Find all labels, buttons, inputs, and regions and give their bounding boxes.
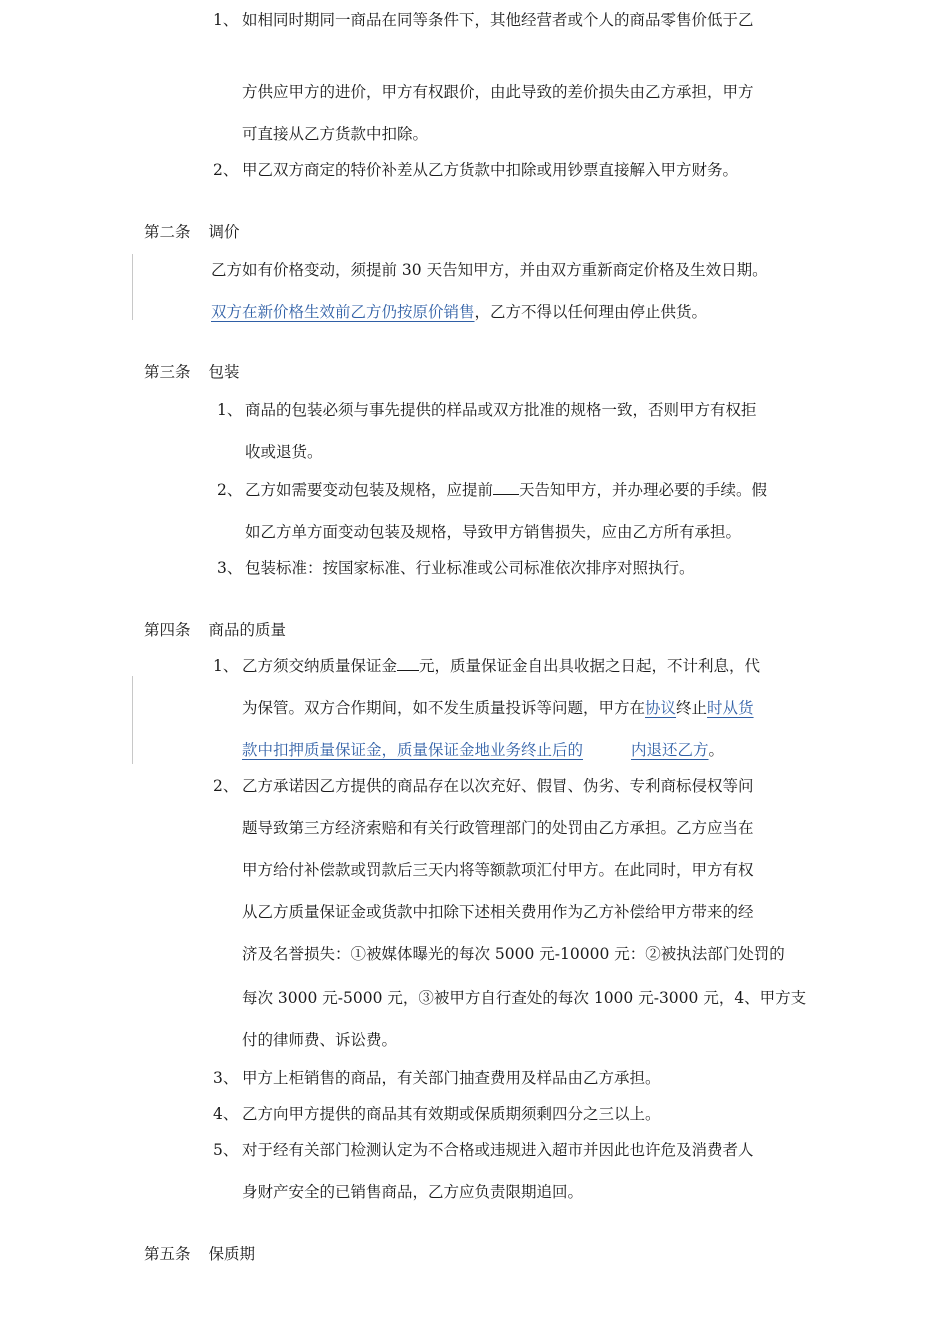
paragraph-line: 乙方承诺因乙方提供的商品存在以次充好、假冒、伪劣、专利商标侵权等问 xyxy=(242,777,754,795)
revision-link[interactable]: 双方在新价格生效前乙方仍按原价销售 xyxy=(211,303,475,321)
article-title: 保质期 xyxy=(208,1245,256,1263)
paragraph-line: 对于经有关部门检测认定为不合格或违规进入超市并因此也许危及消费者人 xyxy=(242,1141,754,1159)
paragraph-line: 济及名誉损失：①被媒体曝光的每次 5000 元-10000 元：②被执法部门处罚的 xyxy=(242,945,785,963)
list-number: 1、 xyxy=(213,657,239,675)
revision-link[interactable]: 协议 xyxy=(645,699,677,717)
list-number: 2、 xyxy=(213,777,239,795)
paragraph-line: 商品的包装必须与事先提供的样品或双方批准的规格一致，否则甲方有权拒 xyxy=(245,401,757,419)
paragraph-line: 付的律师费、诉讼费。 xyxy=(242,1031,398,1049)
article-heading xyxy=(144,618,286,640)
margin-marker xyxy=(132,676,133,764)
list-number: 3、 xyxy=(217,559,243,577)
list-number: 3、 xyxy=(213,1069,239,1087)
fill-blank xyxy=(493,479,519,496)
article-label: 第五条 xyxy=(144,1245,191,1263)
list-number: 1、 xyxy=(217,401,243,419)
margin-marker xyxy=(132,254,133,320)
article-heading xyxy=(144,1242,255,1264)
paragraph-line: 可直接从乙方货款中扣除。 xyxy=(242,125,429,143)
list-number: 1、 xyxy=(213,11,239,29)
revision-link[interactable]: 款中扣押质量保证金，质量保证金地业务终止后的 内退还乙方 xyxy=(242,741,709,759)
paragraph-line: 乙方如有价格变动，须提前 30 天告知甲方，并由双方重新商定价格及生效日期。 xyxy=(211,261,768,279)
paragraph-line: 如相同时期同一商品在同等条件下，其他经营者或个人的商品零售价低于乙 xyxy=(242,11,754,29)
article-heading xyxy=(144,360,240,382)
article-label: 第二条 xyxy=(144,223,191,241)
article-heading xyxy=(144,220,240,242)
paragraph-line: 甲乙双方商定的特价补差从乙方货款中扣除或用钞票直接解入甲方财务。 xyxy=(242,161,739,179)
list-number: 2、 xyxy=(213,161,239,179)
paragraph-line: 每次 3000 元-5000 元，③被甲方自行查处的每次 1000 元-3000 元，4、甲方支 xyxy=(242,989,807,1007)
paragraph-line: 身财产安全的已销售商品，乙方应负责限期追回。 xyxy=(242,1183,584,1201)
paragraph-line: 收或退货。 xyxy=(245,443,323,461)
fill-blank xyxy=(397,655,419,672)
paragraph-line: 款中扣押质量保证金，质量保证金地业务终止后的 内退还乙方。 xyxy=(242,741,725,759)
paragraph-line: 乙方如需要变动包装及规格，应提前 天告知甲方，并办理必要的手续。假 xyxy=(245,478,767,500)
paragraph-line: 如乙方单方面变动包装及规格，导致甲方销售损失，应由乙方所有承担。 xyxy=(245,523,742,541)
paragraph-line: 方供应甲方的进价，甲方有权跟价，由此导致的差价损失由乙方承担，甲方 xyxy=(242,83,754,101)
list-number: 4、 xyxy=(213,1105,239,1123)
paragraph-line: 甲方上柜销售的商品，有关部门抽查费用及样品由乙方承担。 xyxy=(242,1069,661,1087)
article-label: 第三条 xyxy=(144,363,191,381)
paragraph-line: 乙方向甲方提供的商品其有效期或保质期须剩四分之三以上。 xyxy=(242,1105,661,1123)
list-number: 5、 xyxy=(213,1141,239,1159)
article-title: 调价 xyxy=(208,223,240,241)
paragraph-line: 题导致第三方经济索赔和有关行政管理部门的处罚由乙方承担。乙方应当在 xyxy=(242,819,754,837)
paragraph-line: 甲方给付补偿款或罚款后三天内将等额款项汇付甲方。在此同时，甲方有权 xyxy=(242,861,754,879)
revision-link[interactable]: 时从货 xyxy=(707,699,754,717)
list-number: 2、 xyxy=(217,481,243,499)
article-title: 商品的质量 xyxy=(208,621,287,639)
paragraph-line: 为保管。双方合作期间，如不发生质量投诉等问题，甲方在协议终止时从货 xyxy=(242,699,754,717)
paragraph-line: 乙方须交纳质量保证金 元，质量保证金自出具收据之日起，不计利息，代 xyxy=(242,654,760,676)
paragraph-line: 双方在新价格生效前乙方仍按原价销售，乙方不得以任何理由停止供货。 xyxy=(211,303,708,321)
paragraph-line: 包装标准：按国家标准、行业标准或公司标准依次排序对照执行。 xyxy=(245,559,695,577)
article-label: 第四条 xyxy=(144,621,191,639)
paragraph-line: 从乙方质量保证金或货款中扣除下述相关费用作为乙方补偿给甲方带来的经 xyxy=(242,903,754,921)
article-title: 包装 xyxy=(208,363,240,381)
